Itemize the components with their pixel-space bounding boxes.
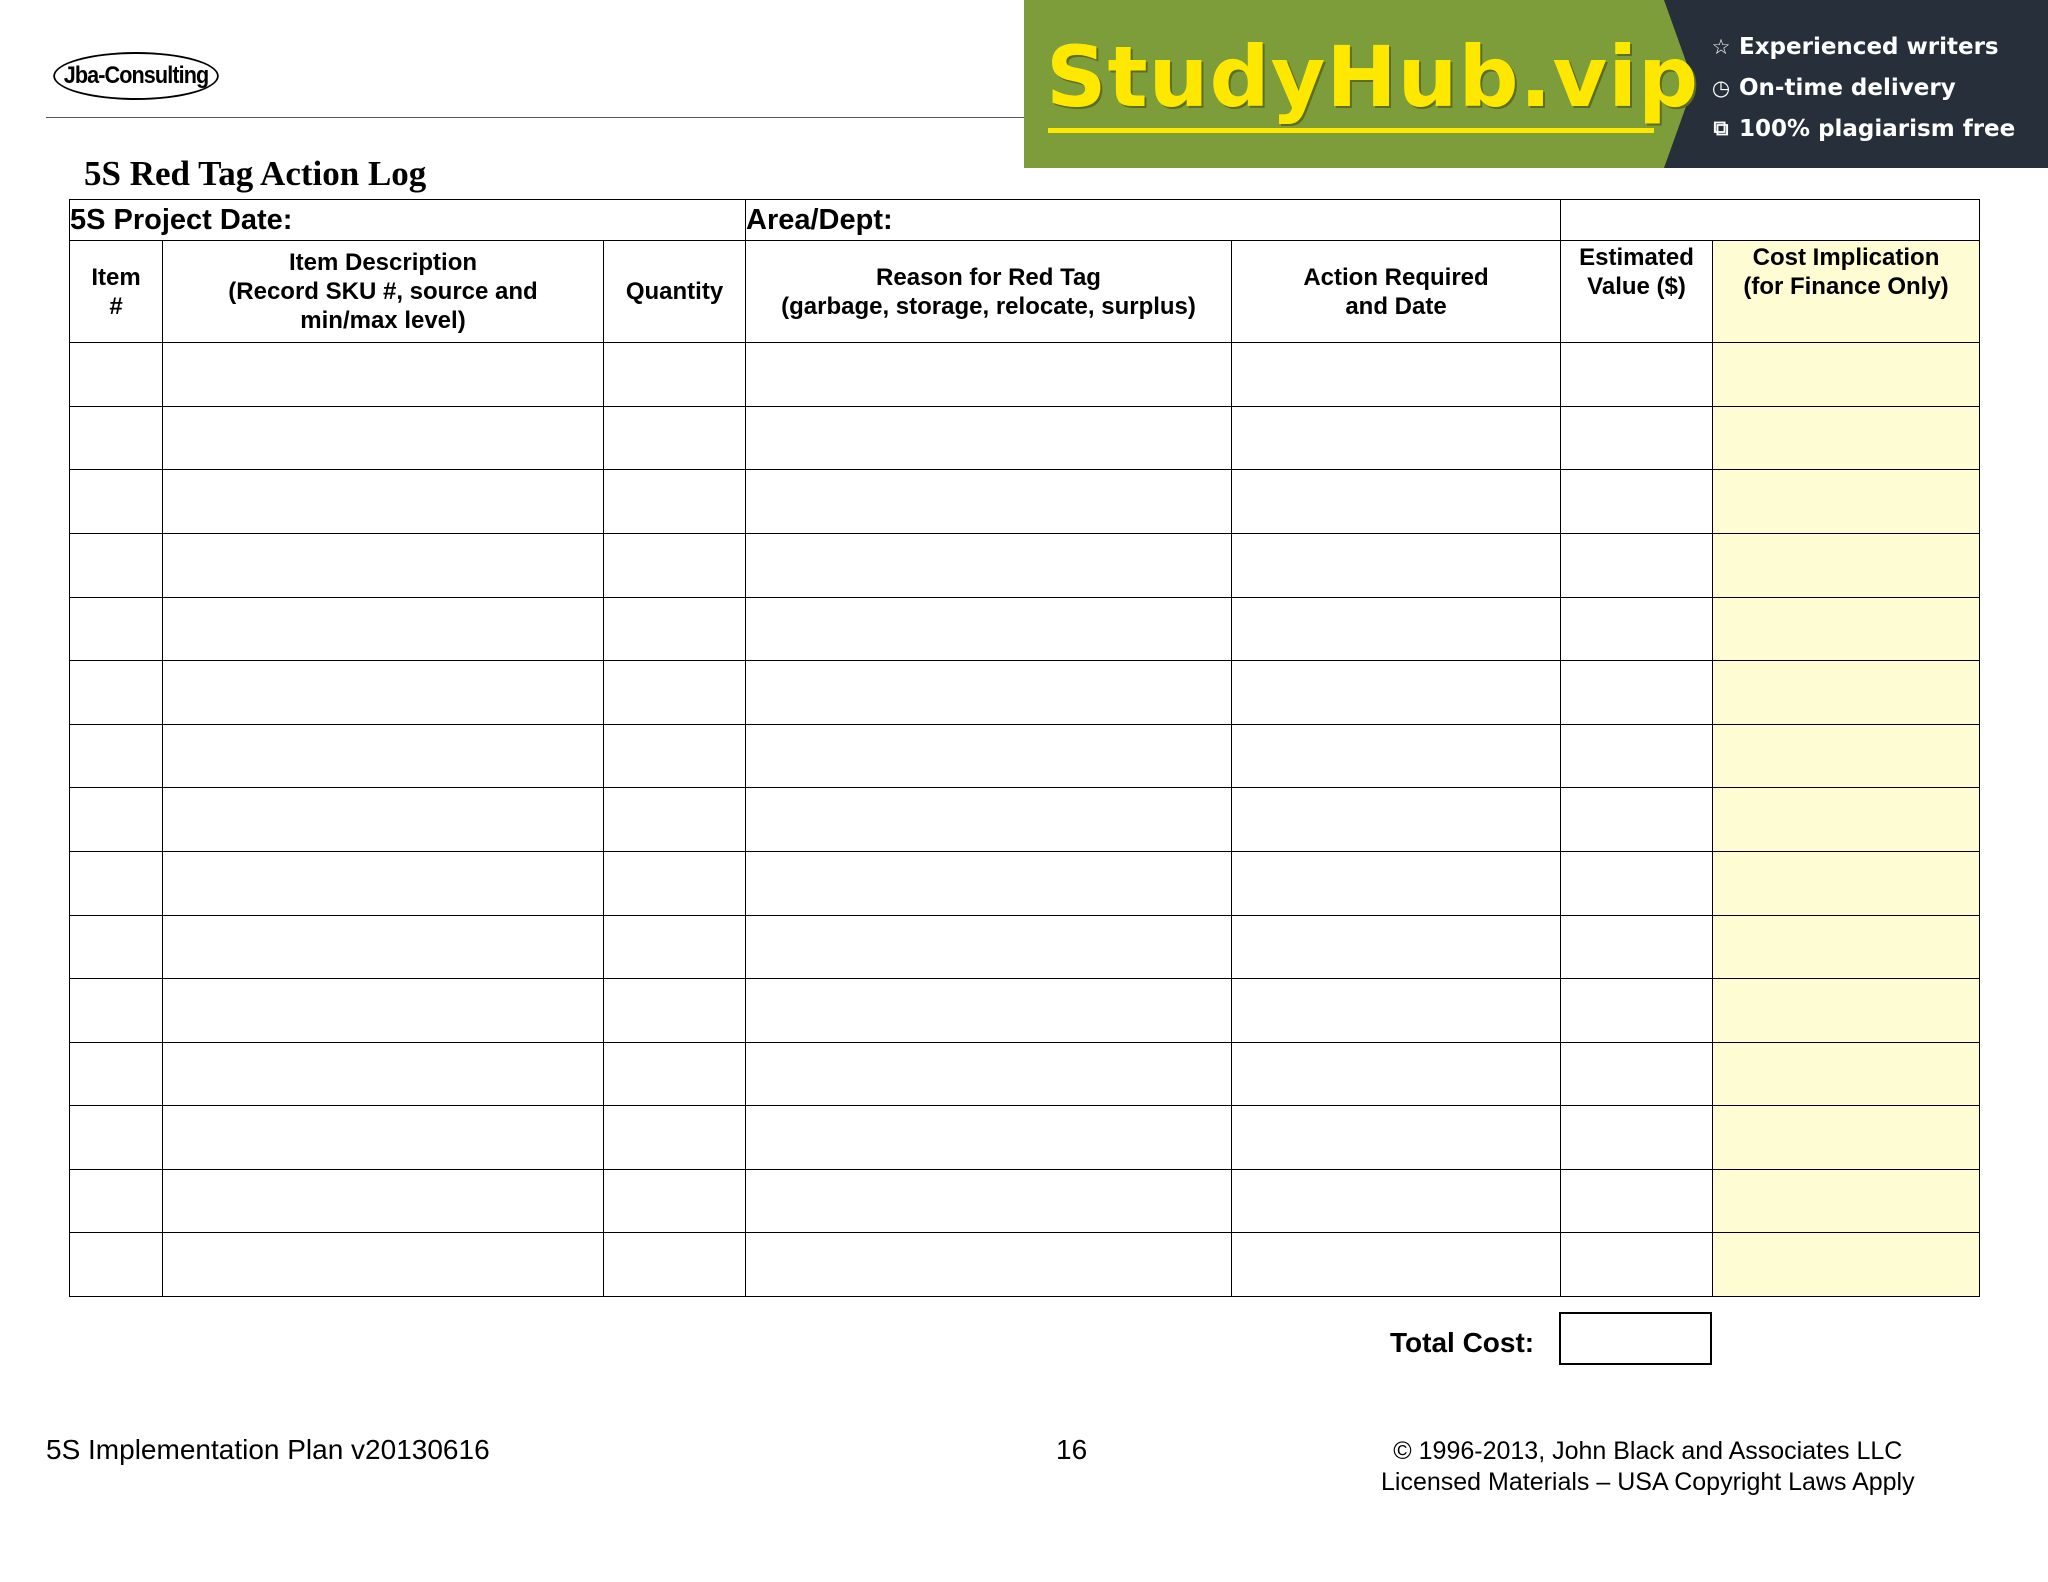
table-cell[interactable]	[604, 343, 746, 407]
copyright-text: © 1996-2013, John Black and Associates LLC	[1393, 1437, 1903, 1465]
table-cell[interactable]	[70, 851, 163, 915]
table-cell[interactable]	[163, 979, 604, 1043]
banner-brand-name[interactable]: StudyHub.vip	[1046, 28, 1700, 126]
table-cell[interactable]	[1232, 1169, 1561, 1233]
col-header-item-number: Item #	[70, 241, 163, 343]
footer-page-number: 16	[1056, 1434, 1088, 1465]
table-cell[interactable]	[604, 406, 746, 470]
table-row	[70, 1042, 1980, 1106]
table-cell[interactable]	[163, 406, 604, 470]
table-cell[interactable]	[1561, 1169, 1713, 1233]
table-cell[interactable]	[604, 661, 746, 725]
table-cell[interactable]	[1232, 1106, 1561, 1170]
table-cell[interactable]	[70, 597, 163, 661]
table-cell[interactable]	[746, 597, 1232, 661]
table-cell[interactable]	[1713, 788, 1980, 852]
table-cell[interactable]	[1561, 470, 1713, 534]
col-header-item-description: Item Description (Record SKU #, source and min/max level)	[163, 241, 604, 343]
table-cell[interactable]	[1561, 343, 1713, 407]
table-header-row	[70, 241, 1980, 343]
table-row	[70, 915, 1980, 979]
table-cell[interactable]	[163, 470, 604, 534]
ad-banner[interactable]	[1024, 0, 2048, 168]
table-cell[interactable]	[746, 406, 1232, 470]
star-icon: ☆	[1711, 34, 1731, 59]
table-cell[interactable]	[1561, 534, 1713, 598]
table-cell[interactable]	[604, 470, 746, 534]
col-header-reason: Reason for Red Tag (garbage, storage, relocate, surplus)	[746, 241, 1232, 343]
table-cell[interactable]	[163, 851, 604, 915]
table-cell[interactable]	[70, 1169, 163, 1233]
table-cell[interactable]	[1561, 979, 1713, 1043]
table-row	[70, 597, 1980, 661]
table-cell[interactable]	[1561, 724, 1713, 788]
table-cell[interactable]	[1561, 915, 1713, 979]
table-cell[interactable]	[163, 661, 604, 725]
table-cell[interactable]	[1713, 1169, 1980, 1233]
table-row	[70, 661, 1980, 725]
table-cell[interactable]	[163, 724, 604, 788]
table-cell[interactable]	[1232, 597, 1561, 661]
table-cell[interactable]	[604, 851, 746, 915]
table-cell[interactable]	[163, 1233, 604, 1297]
table-cell[interactable]	[604, 724, 746, 788]
table-row	[70, 724, 1980, 788]
table-cell[interactable]	[1713, 597, 1980, 661]
blank-info-cell[interactable]	[1561, 200, 1980, 241]
banner-feature-label: On-time delivery	[1739, 74, 1956, 101]
table-cell[interactable]	[746, 915, 1232, 979]
table-row	[70, 979, 1980, 1043]
table-cell[interactable]	[70, 470, 163, 534]
table-cell[interactable]	[1561, 1106, 1713, 1170]
table-cell[interactable]	[746, 343, 1232, 407]
table-cell[interactable]	[1232, 1042, 1561, 1106]
table-cell[interactable]	[1713, 343, 1980, 407]
table-cell[interactable]	[746, 1106, 1232, 1170]
table-cell[interactable]	[1232, 406, 1561, 470]
table-cell[interactable]	[1232, 661, 1561, 725]
table-cell[interactable]	[70, 1042, 163, 1106]
clock-icon: ◷	[1711, 75, 1731, 100]
banner-feature-item	[1709, 67, 2015, 108]
table-row	[70, 1233, 1980, 1297]
table-row	[70, 406, 1980, 470]
company-logo	[53, 52, 219, 100]
project-date-field[interactable]	[70, 200, 746, 241]
table-cell[interactable]	[1561, 1042, 1713, 1106]
table-cell[interactable]	[163, 788, 604, 852]
project-info-row	[70, 200, 1980, 241]
banner-brand-underline	[1048, 128, 1654, 133]
table-cell[interactable]	[746, 1233, 1232, 1297]
table-cell[interactable]	[1232, 724, 1561, 788]
project-date-label: 5S Project Date:	[70, 203, 293, 236]
table-cell[interactable]	[1561, 851, 1713, 915]
table-row	[70, 343, 1980, 407]
col-header-quantity: Quantity	[604, 241, 746, 343]
table-cell[interactable]	[604, 1233, 746, 1297]
col-header-action-required: Action Required and Date	[1232, 241, 1561, 343]
table-cell[interactable]	[1713, 915, 1980, 979]
table-cell[interactable]	[1713, 1042, 1980, 1106]
table-cell[interactable]	[1713, 1106, 1980, 1170]
table-cell[interactable]	[70, 915, 163, 979]
table-cell[interactable]	[163, 1106, 604, 1170]
page-title: 5S Red Tag Action Log	[84, 154, 427, 193]
table-cell[interactable]	[1232, 851, 1561, 915]
area-dept-field[interactable]	[746, 200, 1561, 241]
table-cell[interactable]	[1232, 470, 1561, 534]
table-cell[interactable]	[70, 661, 163, 725]
table-cell[interactable]	[1713, 979, 1980, 1043]
table-cell[interactable]	[746, 724, 1232, 788]
table-cell[interactable]	[1713, 1233, 1980, 1297]
red-tag-log-table	[69, 199, 1980, 1297]
table-row	[70, 851, 1980, 915]
table-cell[interactable]	[746, 534, 1232, 598]
table-row	[70, 470, 1980, 534]
footer-copyright	[1381, 1436, 1915, 1498]
total-cost-field[interactable]	[1559, 1312, 1712, 1365]
table-cell[interactable]	[70, 1106, 163, 1170]
table-cell[interactable]	[1713, 470, 1980, 534]
table-cell[interactable]	[70, 406, 163, 470]
banner-feature-label: Experienced writers	[1739, 33, 1999, 60]
area-dept-label: Area/Dept:	[746, 203, 893, 236]
table-row	[70, 1106, 1980, 1170]
table-cell[interactable]	[1561, 788, 1713, 852]
table-cell[interactable]	[604, 788, 746, 852]
table-cell[interactable]	[163, 343, 604, 407]
table-cell[interactable]	[1232, 788, 1561, 852]
table-cell[interactable]	[163, 597, 604, 661]
table-cell[interactable]	[1232, 534, 1561, 598]
table-cell[interactable]	[746, 1042, 1232, 1106]
table-cell[interactable]	[604, 1106, 746, 1170]
footer-document-name: 5S Implementation Plan v20130616	[46, 1434, 490, 1465]
total-cost-label: Total Cost:	[1390, 1327, 1535, 1358]
table-cell[interactable]	[1561, 406, 1713, 470]
table-cell[interactable]	[746, 979, 1232, 1043]
table-cell[interactable]	[163, 534, 604, 598]
table-cell[interactable]	[163, 1169, 604, 1233]
table-cell[interactable]	[1232, 343, 1561, 407]
table-row	[70, 534, 1980, 598]
table-cell[interactable]	[70, 724, 163, 788]
table-cell[interactable]	[163, 1042, 604, 1106]
table-cell[interactable]	[70, 534, 163, 598]
table-cell[interactable]	[70, 979, 163, 1043]
col-header-estimated-value: Estimated Value ($)	[1561, 241, 1713, 343]
table-cell[interactable]	[1713, 724, 1980, 788]
table-cell[interactable]	[70, 788, 163, 852]
table-cell[interactable]	[163, 915, 604, 979]
table-cell[interactable]	[1232, 979, 1561, 1043]
table-cell[interactable]	[1232, 915, 1561, 979]
banner-feature-label: 100% plagiarism free	[1739, 115, 2016, 142]
table-cell[interactable]	[1713, 851, 1980, 915]
table-cell[interactable]	[1232, 1233, 1561, 1297]
table-cell[interactable]	[1713, 406, 1980, 470]
table-cell[interactable]	[746, 1169, 1232, 1233]
col-header-cost-implication: Cost Implication (for Finance Only)	[1713, 241, 1980, 343]
table-cell[interactable]	[746, 851, 1232, 915]
table-cell[interactable]	[1561, 1233, 1713, 1297]
logo-text: Jba-Consulting	[63, 62, 209, 89]
table-cell[interactable]	[1713, 661, 1980, 725]
table-cell[interactable]	[604, 979, 746, 1043]
table-cell[interactable]	[746, 661, 1232, 725]
banner-feature-item	[1709, 26, 2015, 67]
table-cell[interactable]	[1713, 534, 1980, 598]
table-cell[interactable]	[604, 534, 746, 598]
table-cell[interactable]	[604, 597, 746, 661]
table-row	[70, 1169, 1980, 1233]
table-cell[interactable]	[604, 1169, 746, 1233]
table-cell[interactable]	[746, 788, 1232, 852]
table-cell[interactable]	[1561, 661, 1713, 725]
table-cell[interactable]	[1561, 597, 1713, 661]
table-cell[interactable]	[604, 1042, 746, 1106]
table-cell[interactable]	[70, 343, 163, 407]
banner-feature-item	[1709, 108, 2015, 149]
table-cell[interactable]	[604, 915, 746, 979]
table-row	[70, 788, 1980, 852]
table-cell[interactable]	[746, 470, 1232, 534]
table-cell[interactable]	[70, 1233, 163, 1297]
license-text: Licensed Materials – USA Copyright Laws Apply	[1381, 1468, 1915, 1496]
banner-feature-list	[1709, 26, 2015, 149]
copy-icon: ⧉	[1713, 116, 1729, 140]
